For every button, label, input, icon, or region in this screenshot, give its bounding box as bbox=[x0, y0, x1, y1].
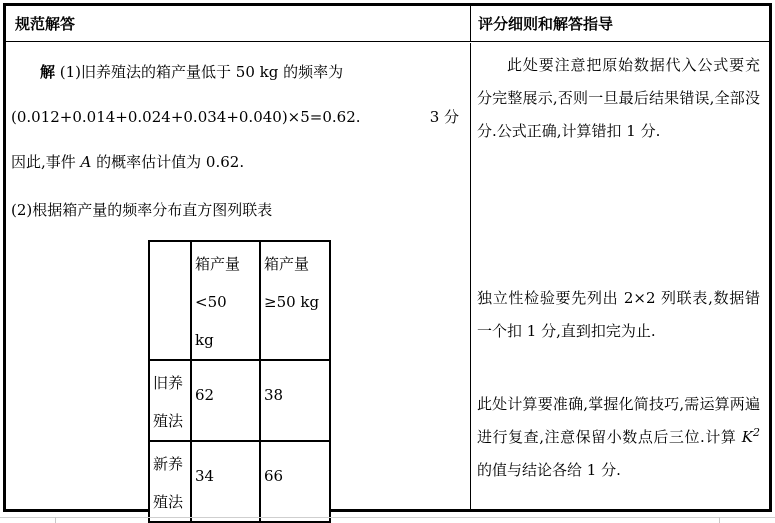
corner-cell bbox=[149, 241, 191, 360]
guidance-para-2: 独立性检验要先列出 2×2 列联表,数据错一个扣 1 分,直到扣完为止. bbox=[477, 289, 760, 340]
contingency-table bbox=[148, 240, 331, 523]
header-scoring-guidance: 评分细则和解答指导 bbox=[478, 15, 614, 33]
guidance-para-1: 此处要注意把原始数据代入公式要充分完整展示,否则一旦最后结果错误,全部没分.公式正确,计算错扣 1 分. bbox=[477, 56, 760, 140]
background-gridline-horizontal bbox=[0, 517, 775, 518]
col-header-ge50: 箱产量 ≥50 kg bbox=[260, 241, 330, 360]
step1-text: (1)旧养殖法的箱产量低于 50 kg 的频率为 bbox=[55, 63, 344, 81]
contingency-header-row bbox=[149, 241, 330, 360]
guidance-column bbox=[471, 43, 769, 509]
old-lt50-value: 62 bbox=[191, 360, 260, 441]
conclusion-pre: 因此,事件 bbox=[11, 153, 81, 171]
row-old-method bbox=[149, 360, 330, 441]
solution-column bbox=[6, 43, 471, 509]
background-gridline-tick-left bbox=[55, 517, 56, 523]
header-standard-solution: 规范解答 bbox=[6, 6, 471, 41]
solution-conclusion-line bbox=[11, 154, 462, 171]
row-new-method bbox=[149, 441, 330, 522]
rubric-table bbox=[3, 3, 772, 512]
solution-step2-line: (2)根据箱产量的频率分布直方图列联表 bbox=[11, 201, 273, 219]
new-lt50-value: 34 bbox=[191, 441, 260, 522]
new-ge50-value: 66 bbox=[260, 441, 330, 522]
solve-label: 解 bbox=[40, 63, 56, 81]
guidance-para-3: 此处计算要准确,掌握化简技巧,需运算两遍进行复查,注意保留小数点后三位.计算 $K^2$ 的值与结论各给 1 分. bbox=[477, 395, 760, 479]
event-symbol: A bbox=[80, 153, 92, 171]
solution-step1-line bbox=[11, 64, 462, 81]
conclusion-post: 的概率估计值为 0.62. bbox=[91, 153, 245, 171]
background-gridline-tick-right bbox=[719, 517, 720, 523]
row-label-old: 旧养 殖法 bbox=[149, 360, 191, 441]
score-badge: 3 分 bbox=[429, 108, 459, 126]
old-ge50-value: 38 bbox=[260, 360, 330, 441]
solution-formula-line bbox=[11, 109, 462, 126]
row-label-new: 新养 殖法 bbox=[149, 441, 191, 522]
rubric-header-row bbox=[6, 6, 769, 42]
col-header-lt50: 箱产量<50 kg bbox=[191, 241, 260, 360]
k-squared-symbol: $K^2$ bbox=[741, 426, 760, 446]
frequency-formula: (0.012+0.014+0.024+0.034+0.040)×5=0.62. bbox=[11, 108, 361, 126]
rubric-body bbox=[6, 43, 769, 509]
